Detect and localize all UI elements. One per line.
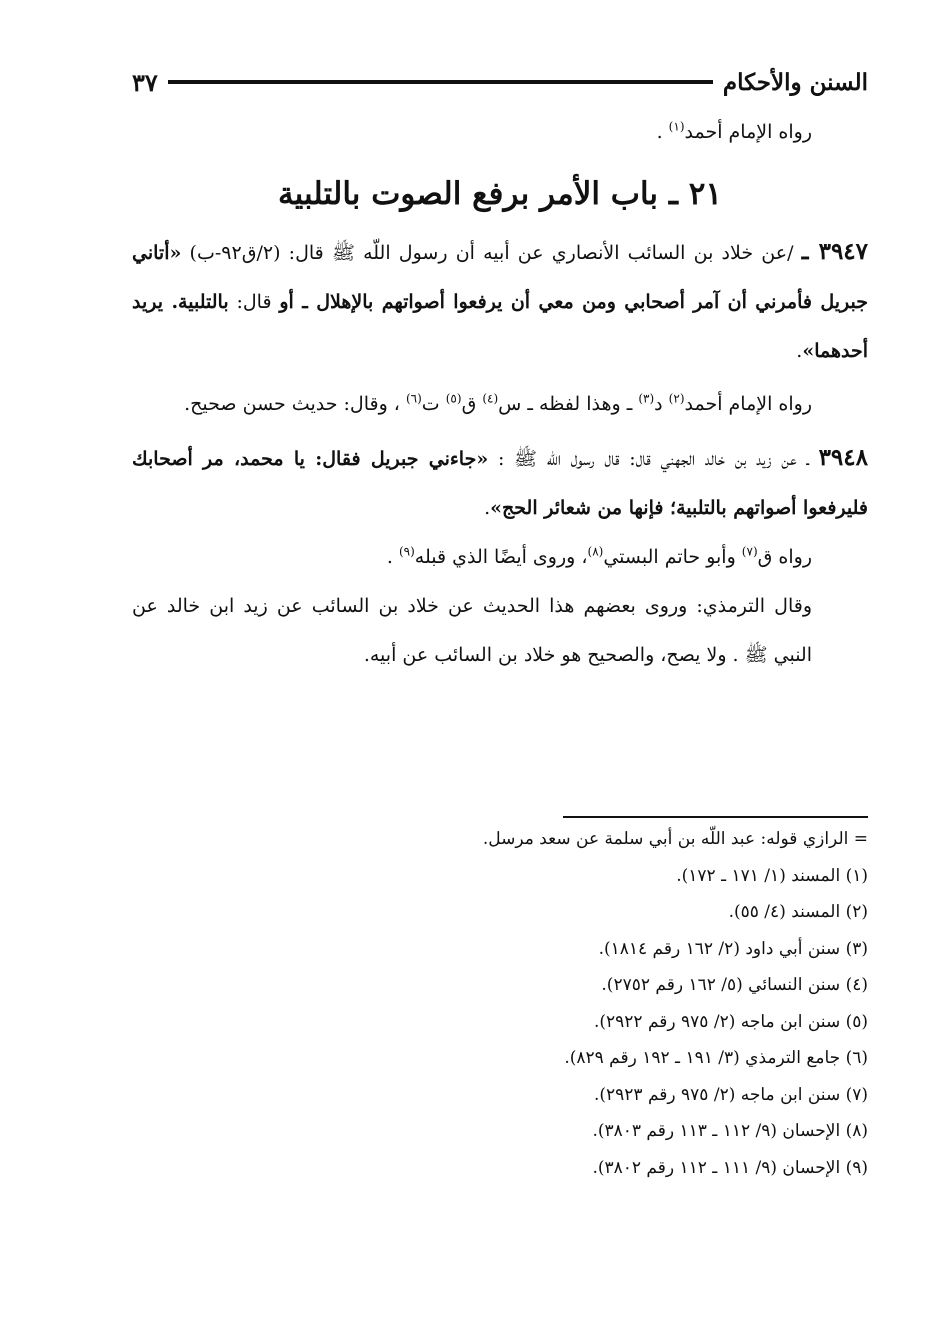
footnotes (132, 821, 868, 1186)
footnote-ref: (٨) (587, 544, 604, 559)
footnote-separator (563, 816, 868, 818)
footnote-ref: (٦) (405, 391, 422, 406)
footnote-4: (٤) سنن النسائي (٥/ ١٦٢ رقم ٢٧٥٢). (601, 975, 868, 995)
main-text (132, 108, 868, 680)
hadith-3948: ٣٩٤٨ ـ عن زيد بن خالد الجهني قال: قال رسول اللّه ﷺ : «جاءني جبريل فقال: يا محمد، مر أصحابك فليرفعوا أصواتهم بالتلبية؛ فإنها من شعائر الحج». (132, 444, 868, 519)
footnote-1: (١) المسند (١/ ١٧١ ـ ١٧٢). (676, 865, 868, 886)
hadith-number: ٣٩٤٨ (818, 444, 868, 471)
footnote-8: (٨) الإحسان (٩/ ١١٢ ـ ١١٣ رقم ٣٨٠٣). (592, 1121, 868, 1141)
footnote-ref: (٧) (741, 544, 758, 559)
intro-line: رواه الإمام أحمد$^{(١)}$ . (656, 119, 812, 143)
footnote-ref: (٤) (482, 391, 499, 406)
tirmidhi-comment: وقال الترمذي: وروى بعضهم هذا الحديث عن خلاد بن السائب عن زيد ابن خالد عن النبي ﷺ . ولا يصح، والصحيح هو خلاد بن السائب عن أبيه. (132, 595, 812, 666)
footnote-ref: (١) (668, 119, 685, 134)
footnote-continuation: = الرازي قوله: عبد اللّه بن أبي سلمة عن سعد مرسل. (482, 829, 868, 849)
running-title: السنن والأحكام (722, 68, 868, 96)
hadith-number: ٣٩٤٧ ـ (801, 238, 869, 265)
page-header (132, 62, 868, 102)
hadith-3947: ٣٩٤٧ ـ /عن خلاد بن السائب الأنصاري عن أبيه أن رسول اللّه ﷺ قال: (٢/ق٩٢-ب) «أتاني جبريل فأمرني أن آمر أصحابي ومن معي أن يرفعوا أصواتهم بالإهلال ـ أو قال: بالتلبية. يريد أحدهما». (132, 238, 869, 362)
hadith-quote: «جاءني جبريل فقال: يا محمد، مر أصحابك فليرفعوا أصواتهم بالتلبية؛ فإنها من شعائر الحج» (132, 448, 868, 519)
chapter-title: ٢١ ـ باب الأمر برفع الصوت بالتلبية (277, 176, 723, 212)
hadith-3947-takhrij: رواه الإمام أحمد$^{(٢)}$ د$^{(٣)}$ ـ وهذا لفظه ـ س$^{(٤)}$ ق$^{(٥)}$ ت$^{(٦)}$ ، وقال: حديث حسن صحيح. (184, 391, 812, 415)
footnote-ref: (٢) (668, 391, 685, 406)
footnote-3: (٣) سنن أبي داود (٢/ ١٦٢ رقم ١٨١٤). (598, 938, 868, 959)
footnote-9: (٩) الإحسان (٩/ ١١١ ـ ١١٢ رقم ٣٨٠٢). (592, 1157, 868, 1178)
page-number: ٣٧ (132, 67, 158, 97)
header-rule (168, 80, 713, 84)
hadith-quote: «أتاني جبريل فأمرني أن آمر أصحابي ومن معي أن يرفعوا أصواتهم بالإهلال ـ أو (132, 242, 868, 313)
footnote-2: (٢) المسند (٤/ ٥٥). (728, 902, 868, 922)
footnote-5: (٥) سنن ابن ماجه (٢/ ٩٧٥ رقم ٢٩٢٢). (593, 1011, 868, 1032)
footnote-ref: (٥) (445, 391, 462, 406)
footnote-6: (٦) جامع الترمذي (٣/ ١٩١ ـ ١٩٢ رقم ٨٢٩). (564, 1048, 868, 1068)
footnote-ref: (٣) (638, 391, 655, 406)
footnote-ref: (٩) (398, 544, 415, 559)
footnote-7: (٧) سنن ابن ماجه (٢/ ٩٧٥ رقم ٢٩٢٣). (593, 1084, 868, 1105)
hadith-3948-takhrij: رواه ق$^{(٧)}$ وأبو حاتم البستي$^{(٨)}$، وروى أيضًا الذي قبله$^{(٩)}$ . (386, 544, 812, 568)
